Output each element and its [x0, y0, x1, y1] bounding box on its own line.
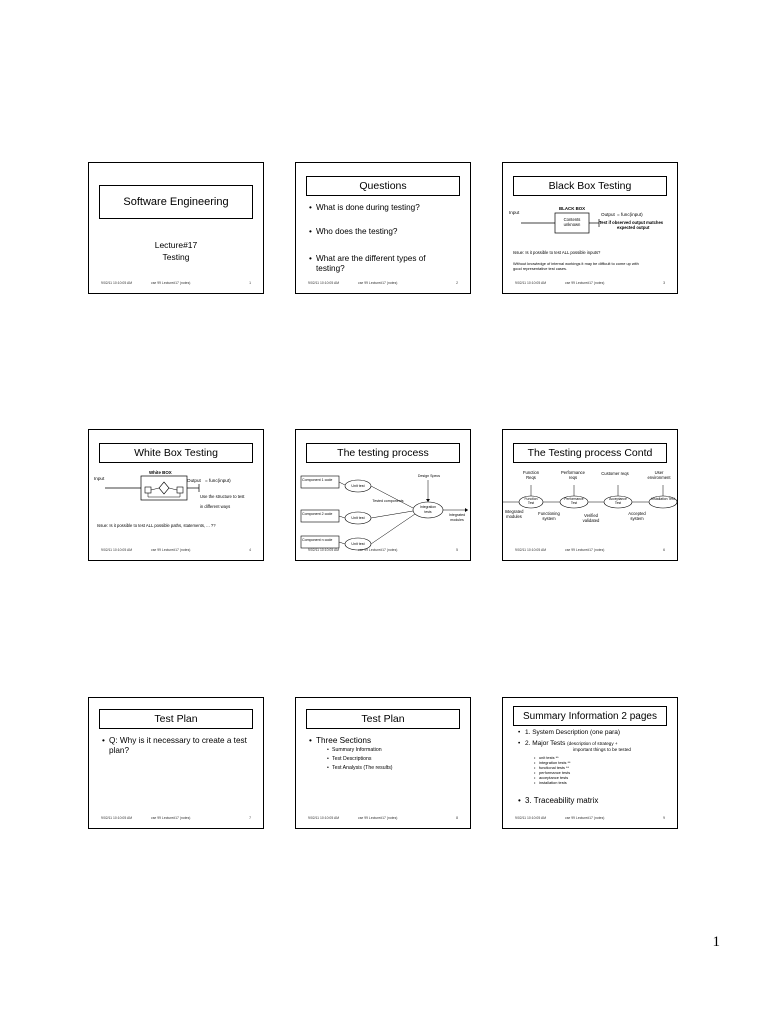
slide-title: Summary Information 2 pages	[513, 706, 667, 726]
bullet: • Q: Why is it necessary to create a test plan?	[102, 736, 247, 755]
component-1: Component 1 code	[302, 478, 333, 482]
lecture-topic: Testing	[162, 252, 190, 262]
input-label: Input	[94, 476, 105, 481]
slide-5[interactable]	[295, 429, 471, 561]
sub-bullet: • integration tests **	[534, 760, 571, 765]
output-label: Output	[601, 212, 615, 217]
slide-title: The testing process	[306, 443, 460, 463]
slide-footer: 9/02/11 10:10:05 AM cse 99 Lecture#17 (notes) 6	[515, 548, 665, 552]
slide-6[interactable]	[502, 429, 678, 561]
bullet: • What is done during testing?	[309, 203, 420, 212]
page-number: 1	[712, 934, 720, 950]
slide-3[interactable]	[502, 162, 678, 294]
use-line-1: Use the structure to test	[200, 494, 245, 499]
slide-footer: 9/02/11 10:10:05 AM cse 99 Lecture#17 (notes) 2	[308, 281, 458, 285]
unit-test-n: Unit test	[351, 542, 365, 546]
bottom-label-accepted: Accepted system	[628, 511, 646, 521]
sub-bullet: • functional tests **	[534, 765, 570, 770]
testing-process-contd-diagram	[503, 430, 678, 561]
sub-bullet: • acceptance tests	[534, 775, 569, 780]
slide-title: White Box Testing	[99, 443, 253, 463]
oval-performance-test: Performance Test	[564, 497, 584, 505]
design-specs: Design Specs	[417, 474, 441, 478]
integration-tests: Integration tests	[419, 505, 437, 514]
slide-footer: 9/02/11 10:10:05 AM cse 99 Lecture#17 (notes) 7	[101, 816, 251, 820]
sub-bullet: • Test Descriptions	[327, 756, 372, 762]
top-label-user-env: User environment	[647, 470, 671, 480]
slide-9[interactable]	[502, 697, 678, 829]
box-label: White BOX	[149, 470, 172, 475]
bottom-label-verified: Verified validated	[582, 513, 600, 523]
slide-8[interactable]	[295, 697, 471, 829]
input-label: Input	[509, 210, 520, 215]
slide-1[interactable]	[88, 162, 264, 294]
slide-title: Questions	[306, 176, 460, 196]
top-label-customer: Customer reqs	[601, 471, 629, 476]
output-func: = func(input)	[205, 478, 231, 483]
test-line-2: expected output	[617, 225, 650, 230]
slide-title: Test Plan	[99, 709, 253, 729]
sub-bullet: • installation tests	[534, 780, 567, 785]
bottom-label-functioning: Functioning system	[538, 511, 560, 521]
output-label: Output	[187, 478, 201, 483]
bullet: • What are the different types of testing?	[309, 254, 426, 273]
slide-footer: 9/02/11 10:10:05 AM cse 99 Lecture#17 (notes) 5	[308, 548, 458, 552]
bottom-label-integrated: Integrated modules	[504, 509, 524, 519]
slide-2[interactable]	[295, 162, 471, 294]
top-label-performance: Performance reqs	[561, 470, 585, 480]
tested-components: Tested components	[372, 499, 404, 503]
unit-test-2: Unit test	[351, 516, 365, 520]
slide-title: Black Box Testing	[513, 176, 667, 196]
sub-bullet: • Test Analysis (The results)	[327, 765, 393, 771]
bullet: • 2. Major Tests (description of strategy +	[518, 740, 618, 747]
bullet: • Who does the testing?	[309, 227, 398, 236]
top-label-function: Function Reqs	[522, 470, 540, 480]
oval-acceptance-test: Acceptance Test	[609, 497, 627, 505]
sub-bullet: • performance tests	[534, 770, 571, 775]
issue-text: Issue: Is it possible to test ALL possible paths, statements, ... ??	[97, 523, 216, 528]
slide-4[interactable]	[88, 429, 264, 561]
slide-footer: 9/02/11 10:10:05 AM cse 99 Lecture#17 (notes) 4	[101, 548, 251, 552]
oval-installation-test: Installation Test	[651, 497, 675, 501]
output-func: = func(input)	[617, 212, 643, 217]
slide-footer: 9/02/11 10:10:05 AM cse 99 Lecture#17 (notes) 3	[515, 281, 665, 285]
component-n: Component n code	[302, 538, 333, 542]
sub-bullet: • Summary Information	[327, 747, 382, 753]
integrated-modules: Integrated modules	[448, 513, 466, 522]
test-line-1: Test if observed output matches	[599, 220, 664, 225]
lecture-number: Lecture#17	[154, 240, 198, 250]
slide-title: The Testing process Contd	[513, 443, 667, 463]
unit-test-1: Unit test	[351, 484, 365, 488]
issue-text: Issue: Is it possible to test ALL possible inputs?	[513, 250, 601, 255]
slide-title: Software Engineering	[99, 185, 253, 219]
component-2: Component 2 code	[302, 512, 333, 516]
box-contents: Contents unknown	[563, 217, 581, 227]
bullet: • 3. Traceability matrix	[518, 796, 599, 805]
slide-footer: 9/02/11 10:10:05 AM cse 99 Lecture#17 (notes) 1	[101, 281, 251, 285]
oval-function-test: Function Test	[524, 497, 538, 505]
slide-7[interactable]	[88, 697, 264, 829]
note-line-1: Without knowledge of internal workings it may be difficult to come up with	[513, 261, 639, 266]
sub-bullet: • unit tests **	[534, 755, 559, 760]
slide-footer: 9/02/11 10:10:05 AM cse 99 Lecture#17 (notes) 8	[308, 816, 458, 820]
bullet: • 1. System Description (one para)	[518, 729, 621, 736]
use-line-2: in different ways	[200, 504, 231, 509]
box-label: BLACK BOX	[559, 206, 586, 211]
bullet: • Three Sections	[309, 736, 372, 745]
important-things: important things to be tested	[573, 747, 631, 752]
slide-title: Test Plan	[306, 709, 460, 729]
black-box-diagram	[503, 163, 678, 294]
slide-footer: 9/02/11 10:10:05 AM cse 99 Lecture#17 (notes) 9	[515, 816, 665, 820]
note-line-2: good representative test cases.	[513, 266, 568, 271]
